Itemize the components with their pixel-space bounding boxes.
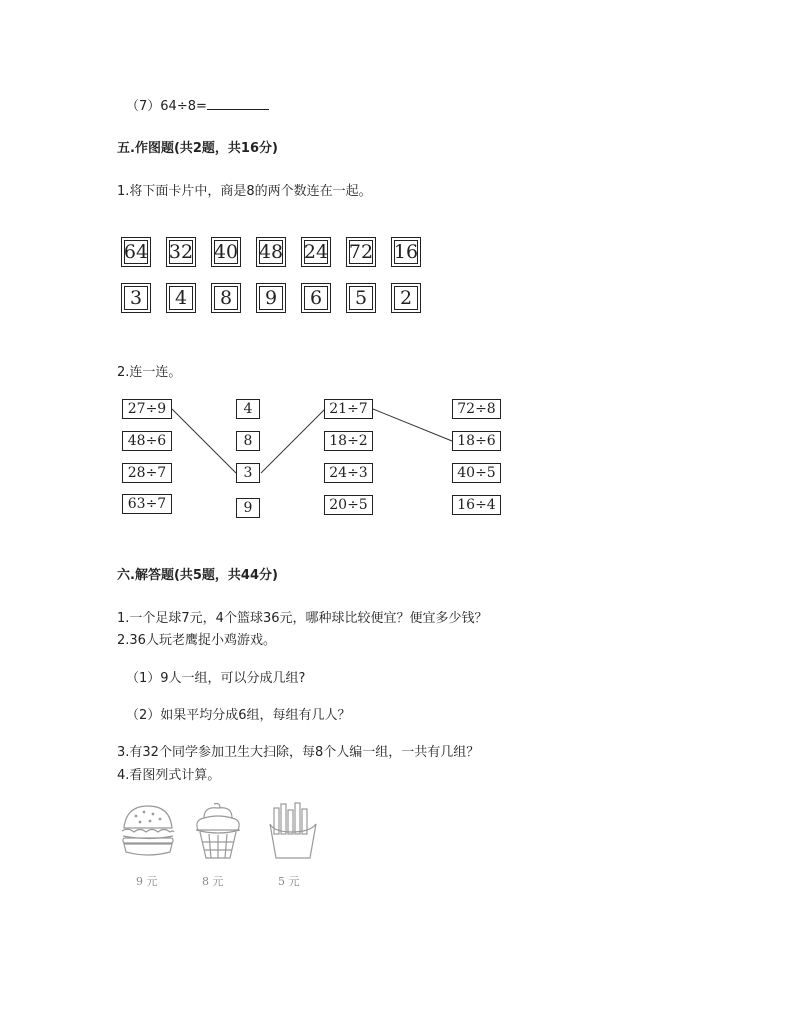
burger-icon — [118, 802, 178, 860]
card-value: 8 — [219, 287, 233, 309]
number-box[interactable]: 4 — [236, 399, 260, 419]
fries-icon — [264, 800, 322, 862]
section-6-question-2: 2.36人玩老鹰捉小鸡游戏。 — [117, 633, 276, 648]
section-6-question-4: 4.看图列式计算。 — [117, 768, 221, 783]
division-box[interactable]: 72÷8 — [452, 399, 501, 419]
card-value: 40 — [213, 241, 239, 263]
card-value: 3 — [129, 287, 143, 309]
division-box[interactable]: 24÷3 — [324, 463, 373, 483]
section-6-title: 六.解答题(共5题，共44分) — [117, 568, 278, 583]
division-box[interactable]: 27÷9 — [122, 399, 172, 419]
division-box[interactable]: 20÷5 — [324, 495, 373, 515]
division-box[interactable]: 18÷6 — [452, 431, 501, 451]
card-value: 9 — [264, 287, 278, 309]
fries-price: 5 元 — [278, 875, 300, 888]
card-value: 16 — [393, 241, 419, 263]
number-box[interactable]: 3 — [236, 463, 260, 483]
ice-cream-price: 8 元 — [202, 875, 224, 888]
card-value: 5 — [354, 287, 368, 309]
connector-line — [172, 409, 236, 473]
question-2-part-1: （1）9人一组，可以分成几组? — [126, 671, 306, 686]
card-value: 4 — [174, 287, 188, 309]
number-box[interactable]: 8 — [236, 431, 260, 451]
card-value: 2 — [399, 287, 413, 309]
card-value: 48 — [258, 241, 284, 263]
card-value: 6 — [309, 287, 323, 309]
section-5-question-2: 2.连一连。 — [117, 365, 182, 380]
card-value: 32 — [168, 241, 194, 263]
division-box[interactable]: 40÷5 — [452, 463, 501, 483]
card-value: 72 — [348, 241, 374, 263]
connector-line — [261, 409, 325, 473]
number-box[interactable]: 9 — [236, 498, 260, 518]
division-box[interactable]: 48÷6 — [122, 431, 172, 451]
section-5-question-1: 1.将下面卡片中，商是8的两个数连在一起。 — [117, 184, 372, 199]
burger-price: 9 元 — [136, 875, 158, 888]
division-box[interactable]: 16÷4 — [452, 495, 501, 515]
connector-line — [373, 409, 452, 441]
section-6-question-1: 1.一个足球7元，4个篮球36元，哪种球比较便宜？便宜多少钱？ — [117, 611, 488, 626]
question-7-expr: 64÷8= — [160, 99, 207, 114]
section-5-title: 五.作图题(共2题，共16分) — [117, 141, 278, 156]
division-box[interactable]: 28÷7 — [122, 463, 172, 483]
division-box[interactable]: 21÷7 — [324, 399, 373, 419]
division-box[interactable]: 63÷7 — [122, 494, 172, 514]
question-7-label: （7） — [126, 99, 161, 114]
ice-cream-icon — [190, 800, 246, 862]
question-2-part-2: （2）如果平均分成6组，每组有几人？ — [126, 708, 351, 723]
section-6-question-3: 3.有32个同学参加卫生大扫除，每8个人编一组，一共有几组？ — [117, 745, 480, 760]
division-box[interactable]: 18÷2 — [324, 431, 373, 451]
card-value: 64 — [123, 241, 149, 263]
card-value: 24 — [303, 241, 329, 263]
